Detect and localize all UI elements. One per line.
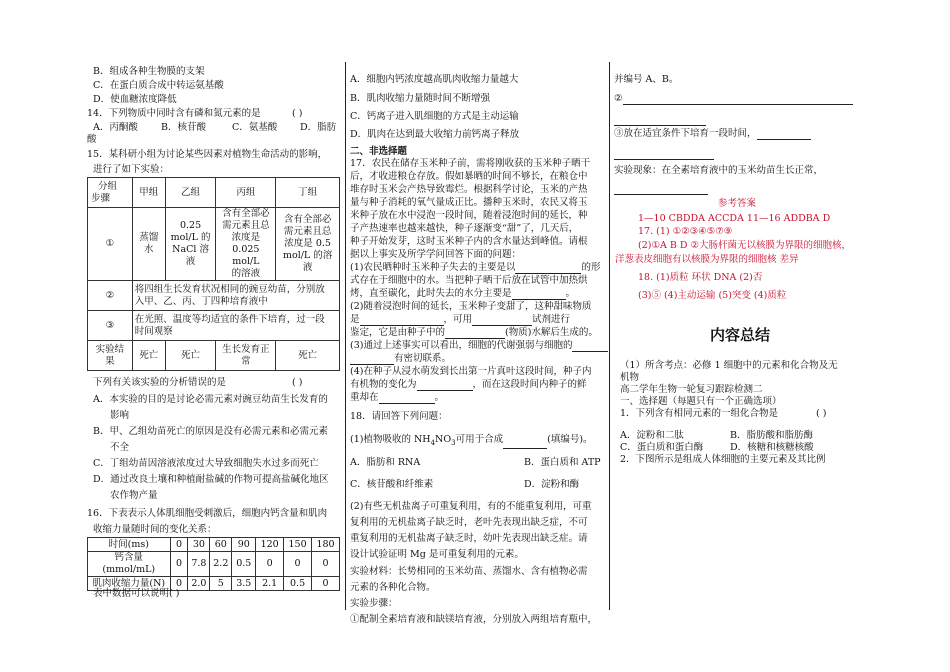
table-cell: 90 <box>232 538 256 552</box>
q17-text: 堆存时玉米会产热导致霉烂。根据科学讨论，玉米的产热 <box>350 184 588 195</box>
q17-part-4: 重却在 。 <box>350 392 445 403</box>
question-14-paren: ( ) <box>292 108 303 119</box>
table-cell: 180 <box>312 538 340 552</box>
summary-question-2: 2．下图所示是组成人体细胞的主要元素及其比例 <box>620 454 826 465</box>
table-cell: 钙含量(mmol/mL) <box>88 552 171 577</box>
q17-text: 17．农民在储存玉米种子前，需将刚收获的玉米种子晒干 <box>350 158 591 169</box>
table-cell: 0 <box>284 552 312 577</box>
q18-part-2: ①配制全素培育液和缺镁培育液，分别放入两组培育瓶中， <box>350 614 598 625</box>
summary-option-a: A．淀粉和二肽 <box>620 430 684 441</box>
table-cell: 时间(ms) <box>88 538 171 552</box>
table-cell: 0 <box>170 552 188 577</box>
summary-option-b: B．脂肪酸和脂肪酶 <box>730 430 813 441</box>
q14-option-d: D．脂肪 <box>300 122 337 133</box>
q15-option-b: B．甲、乙组幼苗死亡的原因是没有必需元素和必需元素 <box>93 426 328 437</box>
q15-option-d-cont: 农作物产量 <box>110 490 158 501</box>
q15-option-a: A．本实验的目的是讨论必需元素对豌豆幼苗生长发育的 <box>93 394 328 405</box>
table-cell: 2.0 <box>188 577 210 591</box>
blank-line <box>614 183 708 195</box>
step-1: ① <box>88 208 133 281</box>
q18-part-2: 复利用的无机盐离子缺乏时，老叶先表现出缺乏症，不可 <box>350 517 588 528</box>
step-1-bing: 含有全部必 需元素且总 浓度是 0.025 mol/L 的溶液 <box>216 208 276 281</box>
q17-part-2: (2)随着浸泡时间的延长，玉米种子变甜了，这种甜味物质 <box>350 301 592 312</box>
q17-text: 种子开始发芽，这时玉米种子内的含水量达到峰值。请根 <box>350 236 588 247</box>
q18-part-2: (2)有些无机盐离子可重复利用，有的不能重复利用，可重 <box>350 501 592 512</box>
summary-question-1-paren: ( ) <box>816 408 827 419</box>
step-3-text: 在光照、温度等均适宜的条件下培育，过一段 时间观察 <box>132 311 339 341</box>
q14-option-a: A．丙酮酸 <box>93 122 138 133</box>
q15-option-a-cont: 影响 <box>110 410 130 421</box>
q17-part-4: (4)在种子从浸水萌发到长出第一片真叶这段时间，种子内 <box>350 366 592 377</box>
q16-option-c: C．钙离子进入肌细胞的方式是主动运输 <box>350 111 519 122</box>
table-cell: 60 <box>210 538 232 552</box>
q14-option-d-cont: 酸 <box>87 134 97 145</box>
section-2-title: 二、非选择题 <box>350 146 408 157</box>
result-ding: 死亡 <box>276 341 340 371</box>
header-jia: 甲组 <box>132 178 165 208</box>
question-15-cont: 进行了如下实验： <box>93 164 170 175</box>
q17-part-3: (3)通过上述事实可以看出，细胞的代谢强弱与细胞的 <box>350 340 608 352</box>
q15-paren: ( ) <box>292 377 303 388</box>
step-1-ding: 含有全部必 需元素且总 浓度是 0.5 mol/L 的溶 液 <box>276 208 340 281</box>
step-1-yi: 0.25 mol/L 的 NaCl 溶液 <box>165 208 216 281</box>
option-d: D．使血糖浓度降低 <box>93 94 177 105</box>
summary-line: 一、选择题（每题只有一个正确选项） <box>620 396 782 407</box>
answer-line: 洋葱表皮细胞有以核膜为界限的细胞核 差异 <box>615 254 799 265</box>
q15-ask: 下列有关该实验的分析错误的是 <box>93 377 227 388</box>
experiment-table <box>87 177 340 371</box>
phenomenon: 实验现象：在全素培育液中的玉米幼苗生长正常， <box>614 165 824 176</box>
q17-text: 量与种子消耗的氧气量成正比。播种玉米时，农民又将玉 <box>350 197 588 208</box>
summary-line: 高二学年生物一轮复习跟踪检测二 <box>620 384 763 395</box>
q15-option-c: C．丁组幼苗因溶液浓度过大导致细胞失水过多而死亡 <box>93 458 319 469</box>
calcium-table <box>87 537 340 591</box>
blank-line <box>614 114 706 126</box>
step-3: ③放在适宜条件下培育一段时间， <box>614 128 811 140</box>
table-cell: 120 <box>256 538 284 552</box>
answer-line: (3)⑤ (4)主动运输 (5)突变 (4)质粒 <box>638 290 787 301</box>
table-cell: 肌肉收缩力量(N) <box>88 577 171 591</box>
q17-text: 后，才收进粮仓存放。假如暴晒的时间不够长，在粮仓中 <box>350 171 588 182</box>
answer-line: 1—10 CBDDA ACCDA 11—16 ADDBA D <box>638 213 831 224</box>
table-cell: 150 <box>284 538 312 552</box>
step-2-text: 将四组生长发育状况相同的豌豆幼苗，分别放 入甲、乙、丙、丁四种培育液中 <box>132 281 339 311</box>
table-cell: 0 <box>312 577 340 591</box>
q18-option-a: A．脂肪和 RNA <box>350 457 421 468</box>
answer-line: 17. (1) ①②③④⑤⑦⑨ <box>638 226 733 237</box>
question-16-cont: 收缩力量随时间的变化关系： <box>93 524 217 535</box>
question-18: 18．请回答下列问题： <box>350 411 448 422</box>
q15-option-d: D．通过改良土壤和种植耐盐碱的作物可提高盐碱化地区 <box>93 474 329 485</box>
table-cell: 5 <box>210 577 232 591</box>
table-cell: 3.5 <box>232 577 256 591</box>
table-cell: 0.5 <box>232 552 256 577</box>
step-3: ③ <box>88 311 133 341</box>
table-cell: 0 <box>170 538 188 552</box>
result-bing: 生长发育正 常 <box>216 341 276 371</box>
q18-part-2: 重复利用的无机盐离子缺乏时，幼叶先表现出缺乏症。请 <box>350 533 588 544</box>
q16-ask: 表中数据可以说明( ) <box>93 588 180 599</box>
q17-part-1: 烤，直至碳化，此时失去的水分主要是 。 <box>350 288 576 299</box>
table-cell: 2.1 <box>256 577 284 591</box>
q17-text: 子产热速率也越来越快，种子逐渐变“甜”了，几天后， <box>350 223 579 234</box>
q18-option-c: C．核苷酸和纤维素 <box>350 479 434 490</box>
q17-part-1: 式存在于细胞中的水。当把种子晒干后放在试管中加热烘 <box>350 275 588 286</box>
step-1-jia: 蒸馏 水 <box>132 208 165 281</box>
q16-option-b: B．肌肉收缩力量随时间不断增强 <box>350 93 490 104</box>
q14-option-c: C．氨基酸 <box>232 122 278 133</box>
q17-part-4: 有机物的变化为 ，而在这段时间内种子的鲜 <box>350 379 587 390</box>
answer-line: (2)①A B D ②大肠杆菌无以核膜为界限的细胞核， <box>638 240 852 251</box>
q18-part-2: 实验步骤： <box>350 598 398 609</box>
summary-option-c: C．蛋白质和蛋白酶 <box>620 442 704 453</box>
answer-line: 18. (1)质粒 环状 DNA (2)否 <box>638 272 763 283</box>
q14-option-b: B．核苷酸 <box>161 122 206 133</box>
q18-part-2: 元素的各种化合物。 <box>350 582 436 593</box>
summary-option-d: D．核糖和核糖核酸 <box>730 442 814 453</box>
q17-text: 据以上事实及所学学问回答下面的问题： <box>350 249 522 260</box>
q17-part-2: 鉴定，它是由种子中的 (物质)水解后生成的。 <box>350 327 598 338</box>
header-bing: 丙组 <box>216 178 276 208</box>
q15-option-b-cont: 不全 <box>110 442 130 453</box>
q17-part-1: (1)农民晒种时玉米种子失去的主要是以 的形 <box>350 262 601 273</box>
answer-key-title: 参考答案 <box>718 198 757 209</box>
q16-option-a: A．细胞内钙浓度越高肌肉收缩力量越大 <box>350 74 519 85</box>
option-b: B．组成各种生物膜的支架 <box>93 66 205 77</box>
table-cell: 0 <box>170 577 188 591</box>
q18-part-2: 实验材料：长势相同的玉米幼苗、蒸馏水、含有植物必需 <box>350 566 588 577</box>
step-2: ② <box>614 93 853 105</box>
blank-line <box>614 148 714 160</box>
question-15: 15．某科研小组为讨论某些因素对植物生命活动的影响， <box>87 149 328 160</box>
table-cell: 0 <box>256 552 284 577</box>
q18-option-b: B．蛋白质和 ATP <box>524 457 601 468</box>
question-16: 16．下表表示人体肌细胞受刺激后，细胞内钙含量和肌肉 <box>87 508 328 519</box>
header-yi: 乙组 <box>165 178 216 208</box>
summary-line: （1）所含考点：必修 1 细胞中的元素和化合物及无 <box>620 360 838 371</box>
step-2: ② <box>88 281 133 311</box>
column-left <box>0 0 345 672</box>
q18-option-d: D．淀粉和酶 <box>524 479 580 490</box>
column-middle <box>346 0 609 672</box>
summary-line: 机物 <box>620 372 640 383</box>
q16-option-d: D．肌肉在达到最大收缩力前钙离子释放 <box>350 129 520 140</box>
question-14: 14．下列物质中同时含有磷和氮元素的是 <box>87 108 261 119</box>
q17-part-3: 有密切联系。 <box>350 353 451 365</box>
table-cell: 0.5 <box>284 577 312 591</box>
result-yi: 死亡 <box>165 341 216 371</box>
result-jia: 死亡 <box>132 341 165 371</box>
table-cell: 7.8 <box>188 552 210 577</box>
table-cell: 0 <box>312 552 340 577</box>
step-1-cont: 并编号 A、B。 <box>614 74 679 85</box>
table-cell: 30 <box>188 538 210 552</box>
q18-part-1: (1)植物吸收的 $NH_4NO_3$可用于合成 (填编号)。 <box>350 434 593 447</box>
summary-title: 内容总结 <box>710 326 771 344</box>
q17-part-2: 是 ，可用 试剂进行 <box>350 314 571 325</box>
header-group-step: 分组 步骤 <box>88 178 133 208</box>
option-c: C．在蛋白质合成中转运氨基酸 <box>93 80 224 91</box>
result-label: 实验结 果 <box>88 341 133 371</box>
header-ding: 丁组 <box>276 178 340 208</box>
summary-question-1: 1．下列含有相同元素的一组化合物是 <box>620 408 779 419</box>
q18-part-2: 设计试验证明 Mg 是可重复利用的元素。 <box>350 549 524 560</box>
column-right <box>610 0 910 672</box>
q17-text: 米种子放在水中浸泡一段时间，随着浸泡时间的延长，种 <box>350 210 588 221</box>
table-cell: 2.2 <box>210 552 232 577</box>
